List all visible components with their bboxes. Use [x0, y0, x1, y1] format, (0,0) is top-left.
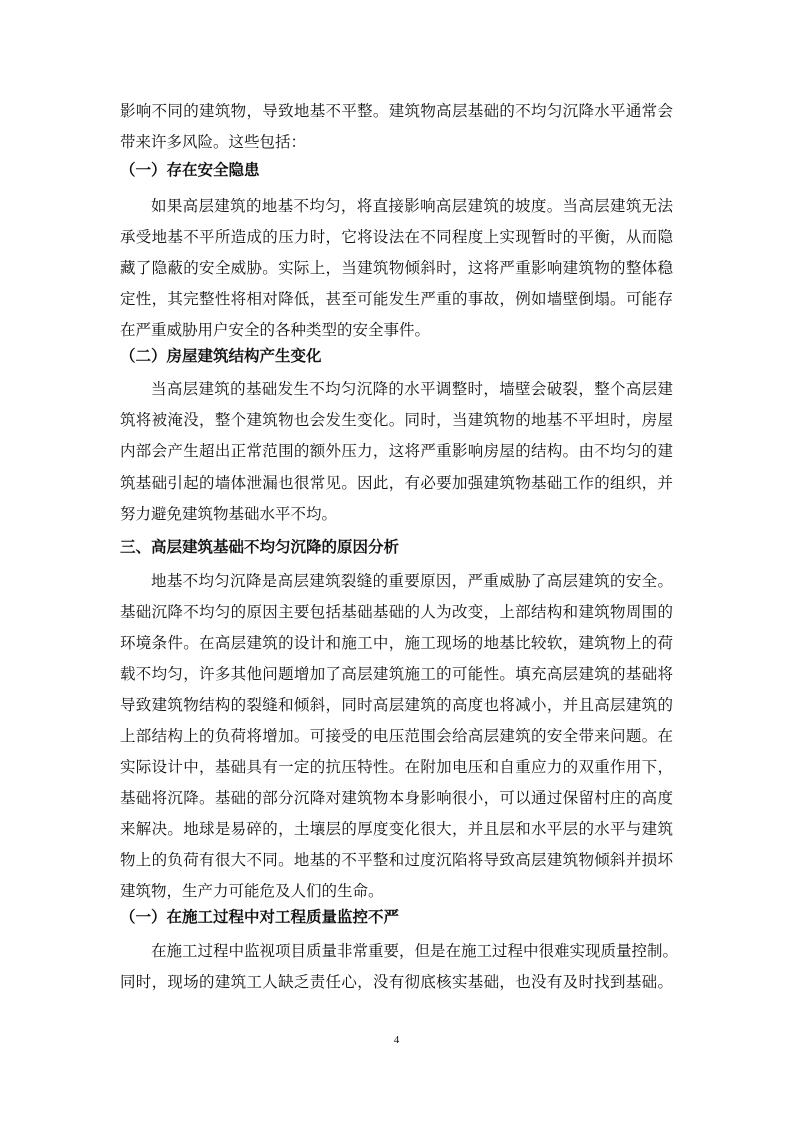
body-text-line: 筑将被淹没，整个建筑物也会发生变化。同时，当建筑物的地基不平坦时，房屋: [120, 411, 673, 429]
body-text-line: 当高层建筑的基础发生不均匀沉降的水平调整时，墙壁会破裂，整个高层建: [151, 380, 673, 398]
body-text-line: 来解决。地球是易碎的，土壤层的厚度变化很大，并且层和水平层的水平与建筑: [120, 820, 673, 838]
body-text-line: 筑基础引起的墙体泄漏也很常见。因此，有必要加强建筑物基础工作的组织，并: [120, 474, 673, 492]
body-text-line: 基础将沉降。基础的部分沉降对建筑物本身影响很小，可以通过保留村庄的高度: [120, 789, 673, 807]
body-text-line: 基础沉降不均匀的原因主要包括基础基础的人为改变，上部结构和建筑物周围的: [120, 603, 673, 621]
body-text-line: 上部结构上的负荷将增加。可接受的电压范围会给高层建筑的安全带来问题。在: [120, 727, 673, 745]
body-text-line: 环境条件。在高层建筑的设计和施工中，施工现场的地基比较软，建筑物上的荷: [120, 634, 673, 652]
page-number: 4: [393, 1034, 400, 1046]
body-text-line: 物上的负荷有很大不同。地基的不平整和过度沉陷将导致高层建筑物倾斜并损坏: [120, 851, 673, 869]
section-heading: （一）在施工过程中对工程质量监控不严: [120, 908, 400, 926]
body-text-line: 带来许多风险。这些包括：: [120, 133, 307, 151]
body-text-line: 努力避免建筑物基础水平不均。: [120, 505, 338, 523]
body-text-line: 在施工过程中监视项目质量非常重要，但是在施工过程中很难实现质量控制。: [151, 942, 679, 960]
body-text-line: 如果高层建筑的地基不均匀，将直接影响高层建筑的坡度。当高层建筑无法: [151, 197, 673, 215]
section-heading: （一）存在安全隐患: [120, 161, 260, 179]
body-text-line: 影响不同的建筑物，导致地基不平整。建筑物高层基础的不均匀沉降水平通常会: [120, 102, 673, 120]
body-text-line: 建筑物，生产力可能危及人们的生命。: [120, 882, 384, 900]
body-text-line: 承受地基不平所造成的压力时，它将设法在不同程度上实现暂时的平衡，从而隐: [120, 228, 673, 246]
body-text-line: 地基不均匀沉降是高层建筑裂缝的重要原因，严重威胁了高层建筑的安全。: [151, 572, 673, 590]
section-heading: （二）房屋建筑结构产生变化: [120, 347, 322, 365]
body-text-line: 内部会产生超出正常范围的额外压力，这将严重影响房屋的结构。由不均匀的建: [120, 442, 673, 460]
body-text-line: 在严重威胁用户安全的各种类型的安全事件。: [120, 321, 431, 339]
body-text-line: 实际设计中，基础具有一定的抗压特性。在附加电压和自重应力的双重作用下，: [120, 758, 673, 776]
body-text-line: 同时，现场的建筑工人缺乏责任心，没有彻底核实基础，也没有及时找到基础。: [120, 973, 673, 991]
body-text-line: 藏了隐蔽的安全威胁。实际上，当建筑物倾斜时，这将严重影响建筑物的整体稳: [120, 259, 673, 277]
chapter-heading: 三、高层建筑基础不均匀沉降的原因分析: [120, 538, 400, 556]
body-text-line: 载不均匀，许多其他问题增加了高层建筑施工的可能性。填充高层建筑的基础将: [120, 665, 673, 683]
body-text-line: 导致建筑物结构的裂缝和倾斜，同时高层建筑的高度也将减小，并且高层建筑的: [120, 696, 673, 714]
body-text-line: 定性，其完整性将相对降低，甚至可能发生严重的事故，例如墙壁倒塌。可能存: [120, 290, 673, 308]
